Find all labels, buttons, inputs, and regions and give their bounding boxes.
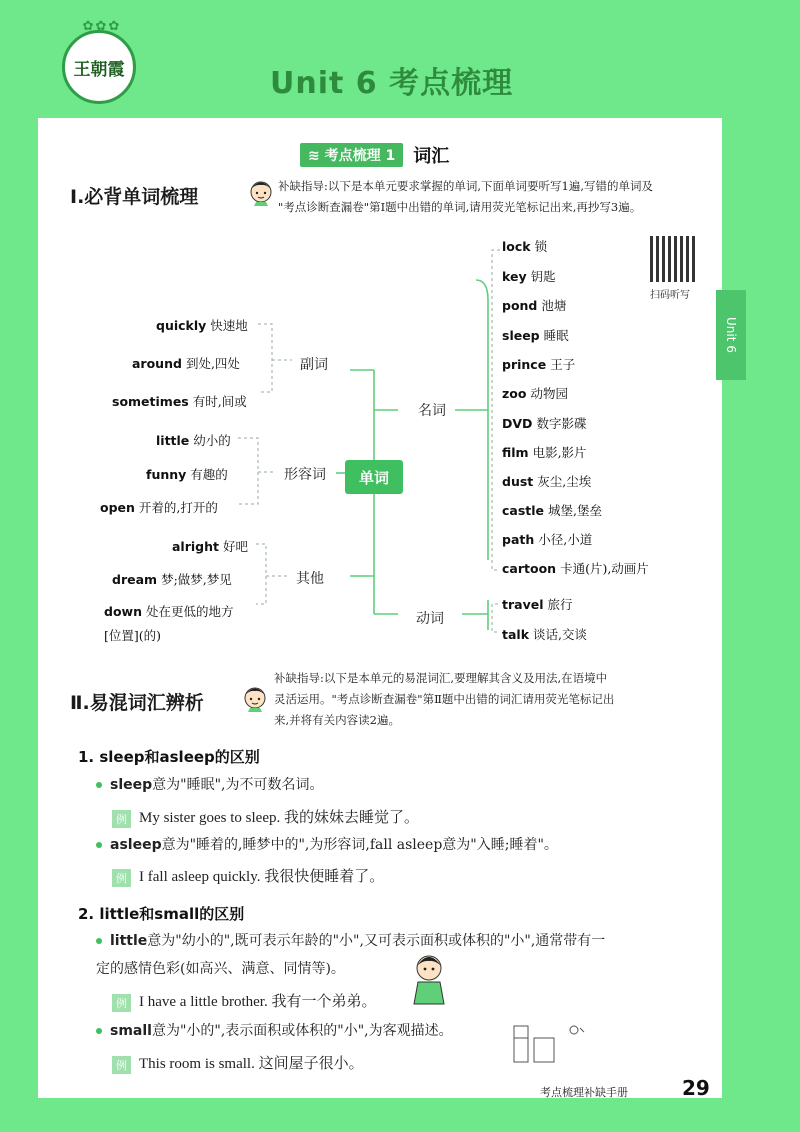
hint-line: "考点诊断查漏卷"第Ⅰ题中出错的单词,请用荧光笔标记出来,再抄写3遍。 xyxy=(278,200,642,214)
word-en: alright xyxy=(172,539,219,554)
word-en: dream xyxy=(112,572,158,587)
word-cn: 池塘 xyxy=(541,298,567,313)
word-cn: 旅行 xyxy=(547,597,573,612)
word-en: travel xyxy=(502,597,544,612)
bullet-word: little xyxy=(110,933,148,949)
section-badge: ≋ 考点梳理 1 xyxy=(300,143,403,167)
example-4 xyxy=(112,1052,364,1074)
hint-line: 灵活运用。"考点诊断查漏卷"第Ⅱ题中出错的词汇请用荧光笔标记出 xyxy=(274,692,615,706)
part1-title: Ⅰ.必背单词梳理 xyxy=(70,186,199,208)
word-entry xyxy=(172,537,248,555)
word-entry xyxy=(100,498,218,516)
category-noun: 名词 xyxy=(418,403,446,419)
word-en: little xyxy=(156,433,190,448)
side-tab: Unit 6 xyxy=(716,290,746,380)
part2-title: Ⅱ.易混词汇辨析 xyxy=(70,692,204,714)
word-entry xyxy=(502,267,556,285)
word-en: funny xyxy=(146,467,187,482)
word-cn: 快速地 xyxy=(210,318,248,333)
word-en: DVD xyxy=(502,416,533,431)
word-entry xyxy=(502,530,592,548)
example-1 xyxy=(112,806,419,828)
word-cn: 锁 xyxy=(534,239,548,254)
word-en: film xyxy=(502,445,529,460)
word-en: prince xyxy=(502,357,547,372)
word-entry xyxy=(112,570,232,588)
logo-text: 王朝霞 xyxy=(73,60,125,80)
item2-heading: 2. little和small的区别 xyxy=(78,905,245,923)
word-entry xyxy=(502,326,569,344)
word-cn: 谈话,交谈 xyxy=(533,627,587,642)
word-en: around xyxy=(132,356,182,371)
word-entry xyxy=(146,465,228,483)
example-tag: 例 xyxy=(112,994,131,1012)
word-cn: 数字影碟 xyxy=(536,416,587,431)
word-cn: 小径,小道 xyxy=(538,532,593,547)
word-entry xyxy=(156,316,248,334)
word-cn: 有时,间或 xyxy=(192,394,247,409)
word-cn: 卡通(片),动画片 xyxy=(560,561,649,576)
category-verb: 动词 xyxy=(416,611,444,627)
hint-line: 补缺指导:以下是本单元的易混词汇,要理解其含义及用法,在语境中 xyxy=(274,671,608,685)
word-cn: 好吧 xyxy=(223,539,249,554)
word-entry xyxy=(156,431,231,449)
word-en: cartoon xyxy=(502,561,557,576)
word-en: path xyxy=(502,532,535,547)
example-text: I fall asleep quickly. 我很快便睡着了。 xyxy=(139,869,385,885)
item1-heading: 1. sleep和asleep的区别 xyxy=(78,748,260,766)
example-text: I have a little brother. 我有一个弟弟。 xyxy=(139,994,377,1010)
bullet-little xyxy=(96,928,702,955)
word-entry xyxy=(502,625,587,643)
word-entry xyxy=(104,602,234,620)
bullet-text: 意为"幼小的",既可表示年龄的"小",又可表示面积或体积的"小",通常带有一 xyxy=(147,933,606,949)
example-tag: 例 xyxy=(112,1056,131,1074)
word-cn: 梦;做梦,梦见 xyxy=(161,572,232,587)
word-cn: 睡眠 xyxy=(543,328,569,343)
hint-line: 补缺指导:以下是本单元要求掌握的单词,下面单词要听写1遍,写错的单词及 xyxy=(278,179,653,193)
bullet-word: small xyxy=(110,1023,152,1039)
word-en: sleep xyxy=(502,328,540,343)
bullet-sleep xyxy=(96,772,324,799)
bullet-dot xyxy=(96,1028,102,1034)
word-entry xyxy=(502,501,602,519)
bullet-small xyxy=(96,1018,453,1045)
bullet-text: 意为"小的",表示面积或体积的"小",为客观描述。 xyxy=(151,1023,453,1039)
page-title: Unit 6 考点梳理 xyxy=(270,66,514,101)
word-en: castle xyxy=(502,503,545,518)
page-number: 29 xyxy=(682,1076,710,1100)
word-cn: 王子 xyxy=(550,357,576,372)
section-word: 词汇 xyxy=(413,146,450,167)
hint-line: 来,并将有关内容读2遍。 xyxy=(274,713,400,727)
mindmap-center: 单词 xyxy=(345,460,403,494)
example-text: This room is small. 这间屋子很小。 xyxy=(139,1056,364,1072)
room-sketch-icon xyxy=(510,1018,590,1066)
crown-icon: ✿✿✿ xyxy=(82,19,122,34)
word-cn: [位置](的) xyxy=(104,628,162,643)
bullet-word: asleep xyxy=(110,837,162,853)
word-entry xyxy=(502,595,573,613)
word-cn: 幼小的 xyxy=(193,433,231,448)
bullet-dot xyxy=(96,938,102,944)
word-entry xyxy=(104,626,161,644)
bullet-text: 意为"睡着的,睡梦中的",为形容词,fall asleep意为"入睡;睡着"。 xyxy=(161,837,558,853)
word-en: dust xyxy=(502,474,534,489)
word-en: lock xyxy=(502,239,531,254)
category-adjective: 形容词 xyxy=(284,467,326,483)
boy-face-icon xyxy=(240,684,270,716)
word-entry xyxy=(502,237,547,255)
word-cn: 有趣的 xyxy=(190,467,228,482)
word-entry xyxy=(502,414,586,432)
bullet-text: 意为"睡眠",为不可数名词。 xyxy=(152,777,324,793)
word-cn: 动物园 xyxy=(530,386,568,401)
qr-label: 扫码听写 xyxy=(650,290,690,301)
example-3 xyxy=(112,990,376,1012)
word-entry xyxy=(502,355,575,373)
word-en: quickly xyxy=(156,318,207,333)
word-en: pond xyxy=(502,298,538,313)
word-cn: 城堡,堡垒 xyxy=(548,503,603,518)
word-entry xyxy=(502,443,587,461)
bullet-dot xyxy=(96,842,102,848)
word-entry xyxy=(502,559,649,577)
word-cn: 处在更低的地方 xyxy=(145,604,234,619)
word-cn: 开着的,打开的 xyxy=(138,500,218,515)
word-cn: 钥匙 xyxy=(530,269,556,284)
bullet-dot xyxy=(96,782,102,788)
word-en: down xyxy=(104,604,142,619)
word-cn: 灰尘,尘埃 xyxy=(537,474,592,489)
word-en: zoo xyxy=(502,386,527,401)
word-en: open xyxy=(100,500,135,515)
word-en: talk xyxy=(502,627,530,642)
footer-label: 考点梳理补缺手册 xyxy=(540,1086,628,1099)
word-cn: 到处,四处 xyxy=(185,356,240,371)
word-entry xyxy=(502,384,568,402)
bullet-little-cont: 定的感情色彩(如高兴、满意、同情等)。 xyxy=(96,961,345,977)
word-entry xyxy=(132,354,240,372)
example-text: My sister goes to sleep. 我的妹妹去睡觉了。 xyxy=(139,810,419,826)
example-tag: 例 xyxy=(112,869,131,887)
category-other: 其他 xyxy=(296,571,324,587)
bullet-word: sleep xyxy=(110,777,153,793)
bullet-asleep xyxy=(96,832,558,859)
example-2 xyxy=(112,865,384,887)
category-adverb: 副词 xyxy=(300,357,328,373)
word-en: sometimes xyxy=(112,394,189,409)
part2-hint xyxy=(274,668,614,731)
example-tag: 例 xyxy=(112,810,131,828)
word-cn: 电影,影片 xyxy=(532,445,587,460)
word-entry xyxy=(502,472,591,490)
boy-illustration-icon xyxy=(408,952,450,1008)
word-en: key xyxy=(502,269,527,284)
word-entry xyxy=(112,392,247,410)
word-entry xyxy=(502,296,566,314)
